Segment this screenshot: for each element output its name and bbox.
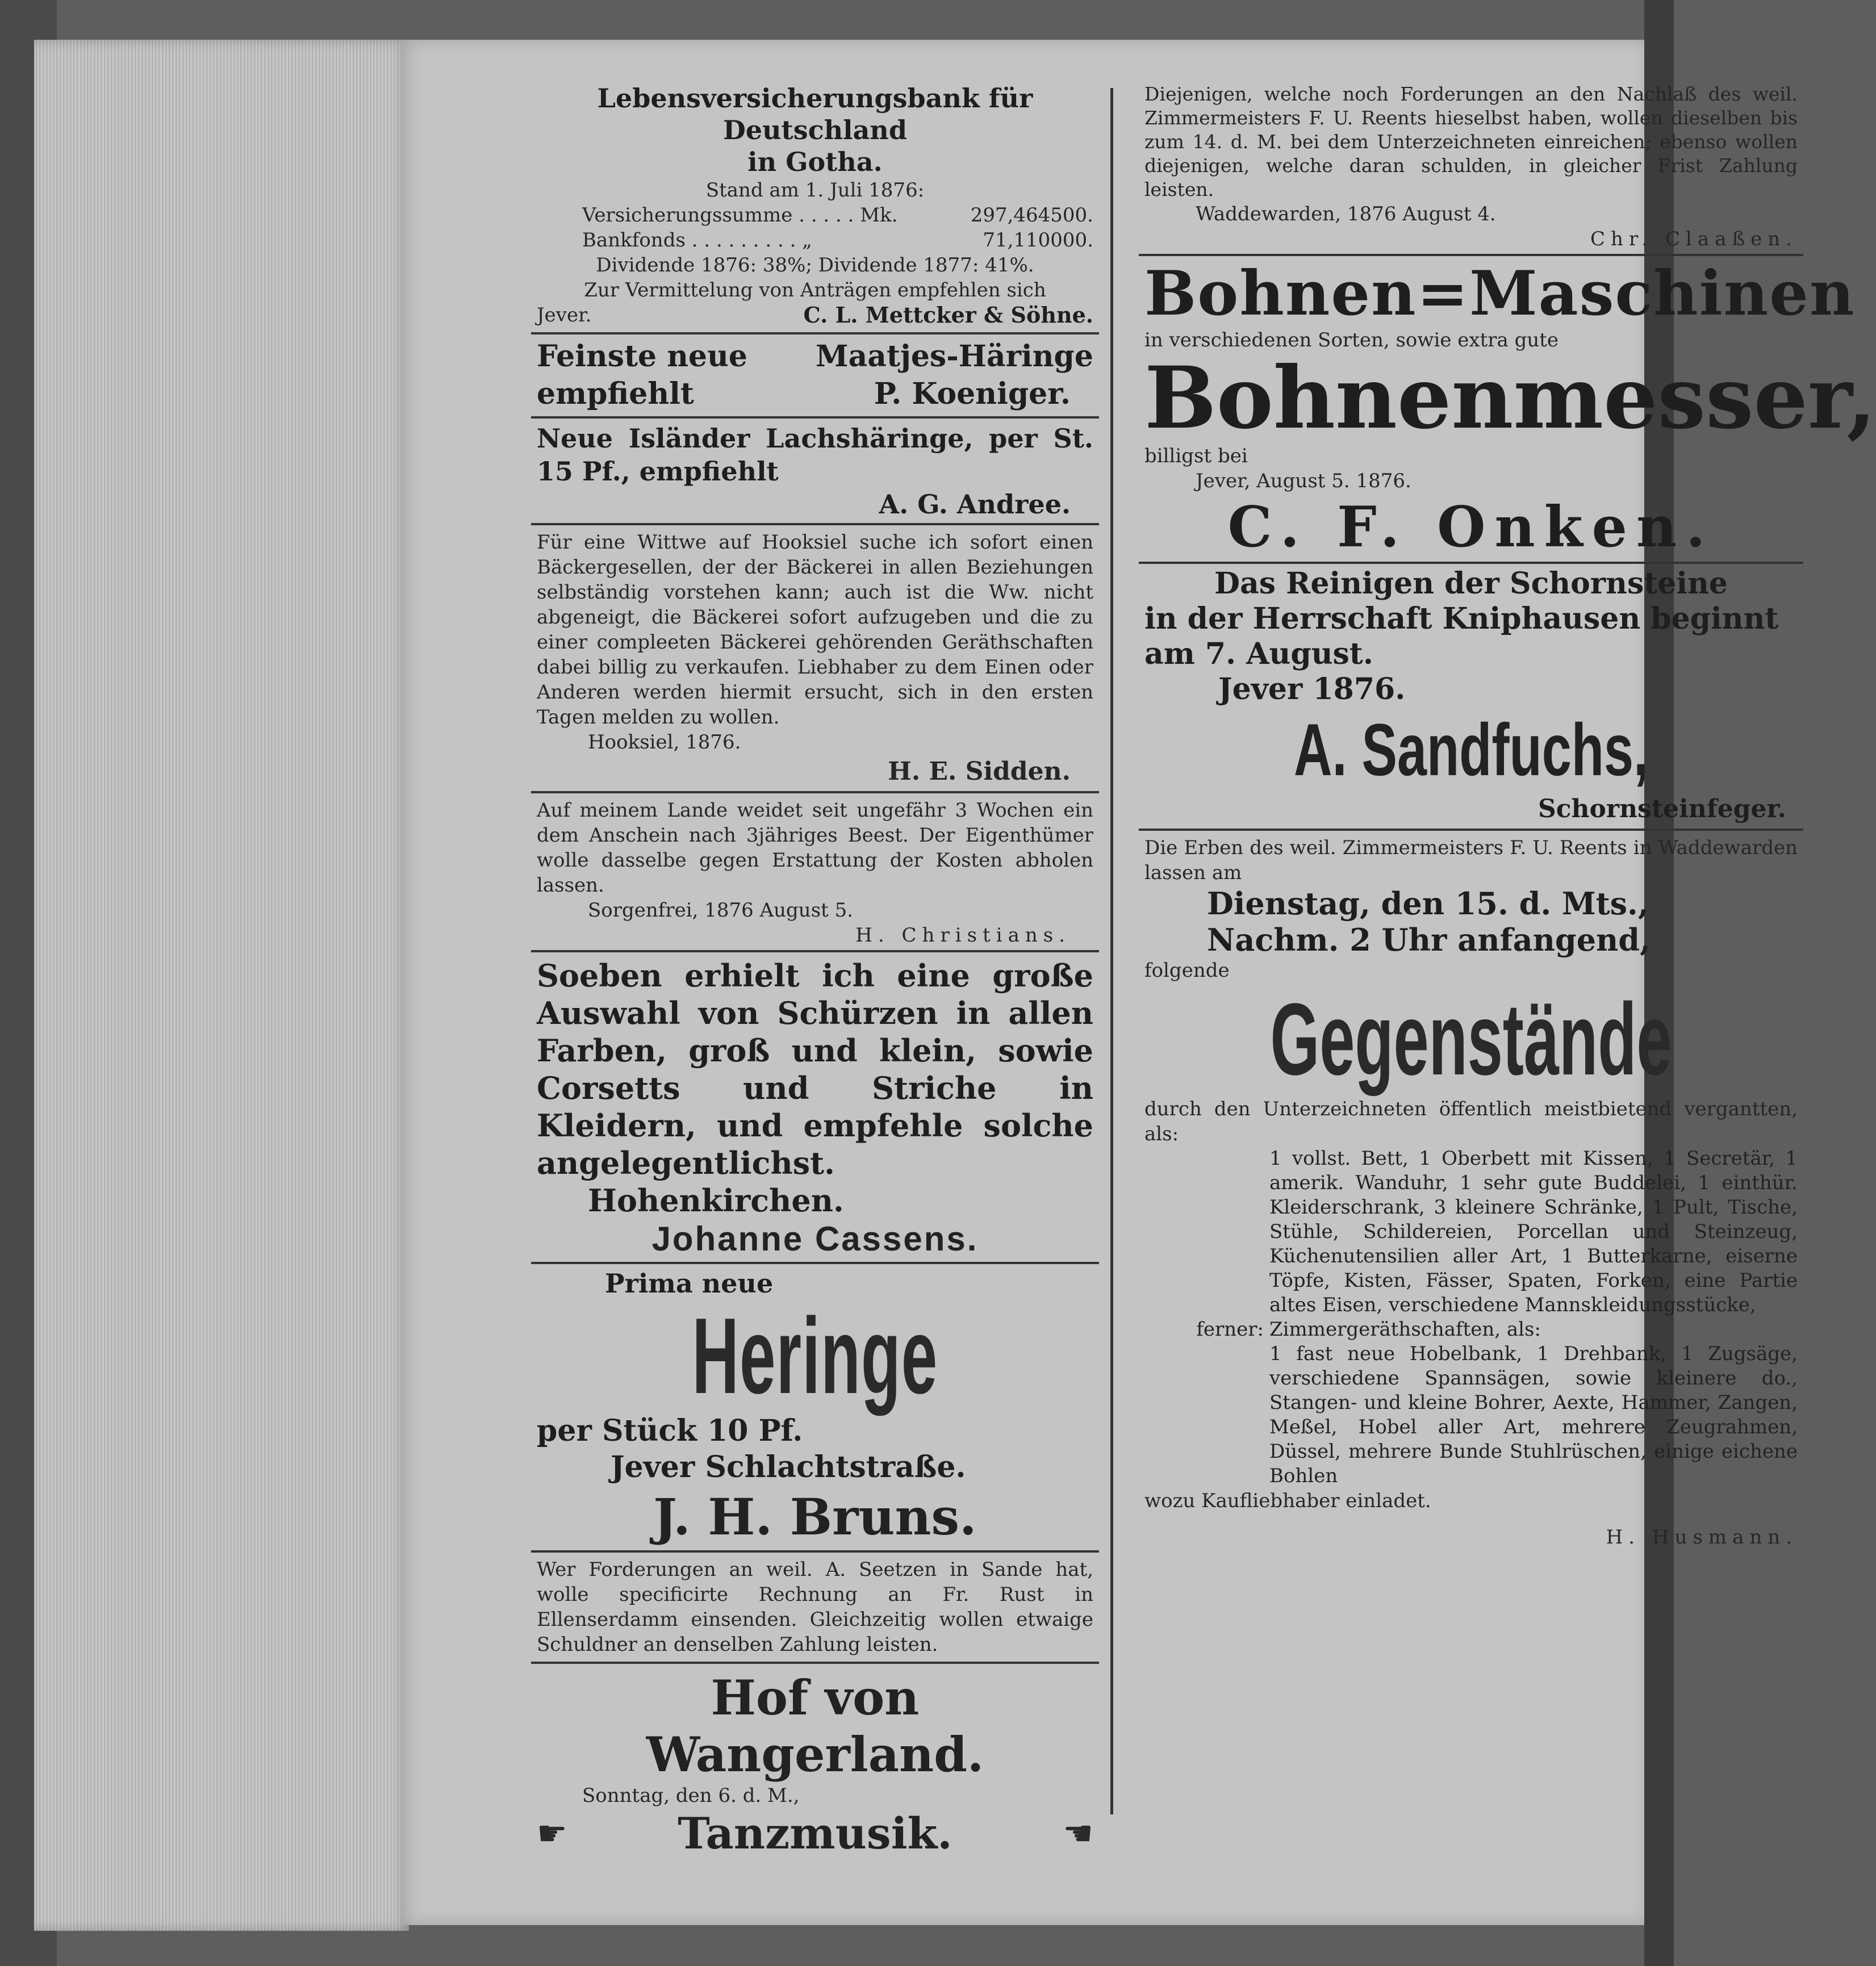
ad-beest [531,793,1099,948]
ad-title: in Gotha. [747,147,883,177]
ad-row [537,338,1093,375]
ad-place: Jever, August 5. 1876. [1196,470,1411,492]
ad-hof-von-wangerland [531,1664,1099,1859]
ad-text: Die Erben des weil. Zimmermeisters F. U. Reents in Waddewarden lassen am [1144,836,1798,884]
ferner-text: Zimmergeräthschaften, als: [1269,1318,1541,1341]
ad-text: in der Herrschaft Kniphausen beginnt [1144,601,1779,636]
ad-text: Zur Vermittelung von Anträgen empfehlen sich [584,279,1046,302]
ad-headline: Hof von Wangerland. [646,1670,984,1783]
ferner-row [1144,1317,1798,1342]
row-value: 297,464500. [970,204,1093,227]
ad-place: Hohenkirchen. [588,1182,844,1219]
row-label: Versicherungssumme . . . . . Mk. [582,204,898,227]
ad-signature: A. Sandfuchs, [1293,708,1649,791]
ad-headline: Bohnenmesser, [1144,348,1876,448]
ad-headline: Bohnen=Maschinen [1144,258,1856,329]
ad-nachlass-reents [1139,82,1803,252]
ad-title: Lebensversicherungsbank für Deutschland [597,83,1033,145]
ad-schornstein [1139,564,1803,826]
ferner-label: ferner: [1196,1318,1264,1341]
pointing-hand-left-icon: ☚ [1063,1814,1093,1854]
ad-role: Schornsteinfeger. [1537,794,1786,823]
ad-text: Auf meinem Lande weidet seit ungefähr 3 Wochen ein dem Anschein nach 3jähriges Beest. Der Eigenthümer wolle dasselbe gegen Erstattung der Kosten abholen lassen. [537,799,1093,897]
ad-place: Hooksiel, 1876. [588,731,741,754]
ad-place: Jever. [537,304,592,327]
ad-place: Waddewarden, 1876 August 4. [1196,203,1496,225]
ad-text: wozu Kaufliebhaber einladet. [1144,1490,1431,1512]
ad-signature: C. F. Onken. [1227,495,1715,560]
ad-signature: H. Husmann. [1606,1526,1798,1549]
ad-row [537,228,1093,253]
ad-place: Jever 1876. [1218,672,1406,706]
column-divider [1110,88,1113,1814]
row-value: 71,110000. [983,229,1093,252]
ad-text: Diejenigen, welche noch Forderungen an den Nachlaß des weil. Zimmermeisters F. U. Reents hieselbst haben, wollen dieselben bis zum 14. d. M. bei dem Unterzeichneten einreichen; ebenso wollen diejenigen, welche daran schulden, in gleicher Frist Zahlung leisten. [1144,83,1798,200]
ad-signature-row [537,303,1093,328]
ad-heringe [531,1264,1099,1548]
ad-text: per Stück 10 Pf. [537,1413,803,1448]
ad-baeckergeselle [531,525,1099,789]
ad-text: Dividende 1876: 38%; Dividende 1877: 41%. [596,254,1034,277]
tanzmusik-row [537,1808,1093,1859]
ad-auktion [1139,831,1803,1550]
ad-place: Sorgenfrei, 1876 August 5. [588,899,854,922]
ad-text: in verschiedenen Sorten, sowie extra gute [1144,329,1559,352]
ad-date: Nachm. 2 Uhr anfangend, [1207,922,1651,958]
ad-headline: Tanzmusik. [678,1808,952,1859]
row-label: Bankfonds . . . . . . . . . „ [582,229,812,252]
ad-text: durch den Unterzeichneten öffentlich meistbietend vergantten, als: [1144,1098,1798,1145]
ad-text: Maatjes-Häringe [816,339,1093,374]
left-column [531,82,1099,1859]
ad-text: Jever Schlachtstraße. [611,1450,966,1484]
ad-signature: P. Koeniger. [874,377,1071,411]
ad-text: Neue Isländer Lachshäringe, per St. 15 Pf., empfiehlt [537,423,1093,487]
page-stack-edge [34,40,409,1931]
ad-signature: H. Christians. [855,924,1071,947]
ad-text: folgende [1144,959,1230,982]
ad-text: Sonntag, den 6. d. M., [582,1784,800,1807]
ad-row [537,203,1093,228]
ad-text: Das Reinigen der Schornsteine [1214,566,1728,601]
ad-row [537,375,1093,413]
ad-text: Für eine Wittwe auf Hooksiel suche ich sofort einen Bäckergesellen, der der Bäckerei in allen Beziehungen selbständig vorstehen kann; auch ist die Ww. nicht abgeneigt, die Bäckerei sofort aufzugeben und die zu einer compleeten Bäckerei gehörenden Geräthschaften dabei billig zu verkaufen. Liebhaber zu dem Einen oder Anderen werden hiermit ersucht, sich in den ersten Tagen melden zu wollen. [537,531,1093,729]
ad-signature: Johanne Cassens. [651,1220,979,1258]
ad-signature: H. E. Sidden. [888,757,1071,786]
ad-date: Dienstag, den 15. d. Mts., [1207,885,1649,922]
ad-signature: A. G. Andree. [879,489,1071,520]
ad-text: Feinste neue [537,339,747,374]
ad-text: empfiehlt [537,377,694,411]
ad-text: billigst bei [1144,445,1248,467]
ad-lebensversicherung [531,82,1099,328]
ad-text: Stand am 1. Juli 1876: [705,179,925,202]
ad-maatjes [531,334,1099,416]
ad-lachshaeringe [531,419,1099,521]
ad-tool-list: 1 fast neue Hobelbank, 1 Drehbank, 1 Zugsäge, verschiedene Spannsägen, sowie kleinere do., Stangen- und kleine Bohrer, Aexte, Hammer, Zangen, Meßel, Hobel aller Art, mehrere Zeugrahmen, Düssel, mehrere Bunde Stuhlrüschen, einige eichene Bohlen [1269,1342,1798,1487]
ad-text: Wer Forderungen an weil. A. Seetzen in Sande hat, wolle specificirte Rechnung an Fr. Rust in Ellenserdamm einsenden. Gleichzeitig wollen etwaige Schuldner an denselben Zahlung leisten. [537,1558,1093,1656]
ad-item-list: 1 vollst. Bett, 1 Oberbett mit Kissen, 1 Secretär, 1 amerik. Wanduhr, 1 sehr gute Buddelei, 1 einthür. Kleiderschrank, 3 kleinere Schränke, 1 Pult, Tische, Stühle, Schildereien, Porcellan und Steinzeug, Küchenutensilien aller Art, 1 Butterkarne, eiserne Töpfe, Kisten, Fässer, Spaten, Forken, eine Partie altes Eisen, verschiedene Mannskleidungsstücke, [1269,1147,1798,1316]
ad-seetzen [531,1553,1099,1662]
ad-text: Soeben erhielt ich eine große Auswahl von Schürzen in allen Farben, groß und klein, sowie Corsetts und Striche in Kleidern, und empfehle solche angelegentlichst. [537,957,1093,1181]
ad-headline: Heringe [692,1296,938,1416]
right-column [1139,82,1876,1550]
newspaper-page [400,40,1876,1925]
ad-text: am 7. August. [1144,637,1373,671]
ad-schuerzen [531,952,1099,1258]
pointing-hand-right-icon: ☛ [537,1814,567,1854]
ad-signature: Chr. Claaßen. [1590,228,1798,250]
ad-headline: Gegenstände [1270,982,1672,1097]
ad-signature: C. L. Mettcker & Söhne. [803,302,1093,328]
ad-bohnen-maschinen [1139,256,1876,562]
ad-text: Prima neue [605,1268,774,1299]
ad-signature: J. H. Bruns. [653,1487,977,1546]
